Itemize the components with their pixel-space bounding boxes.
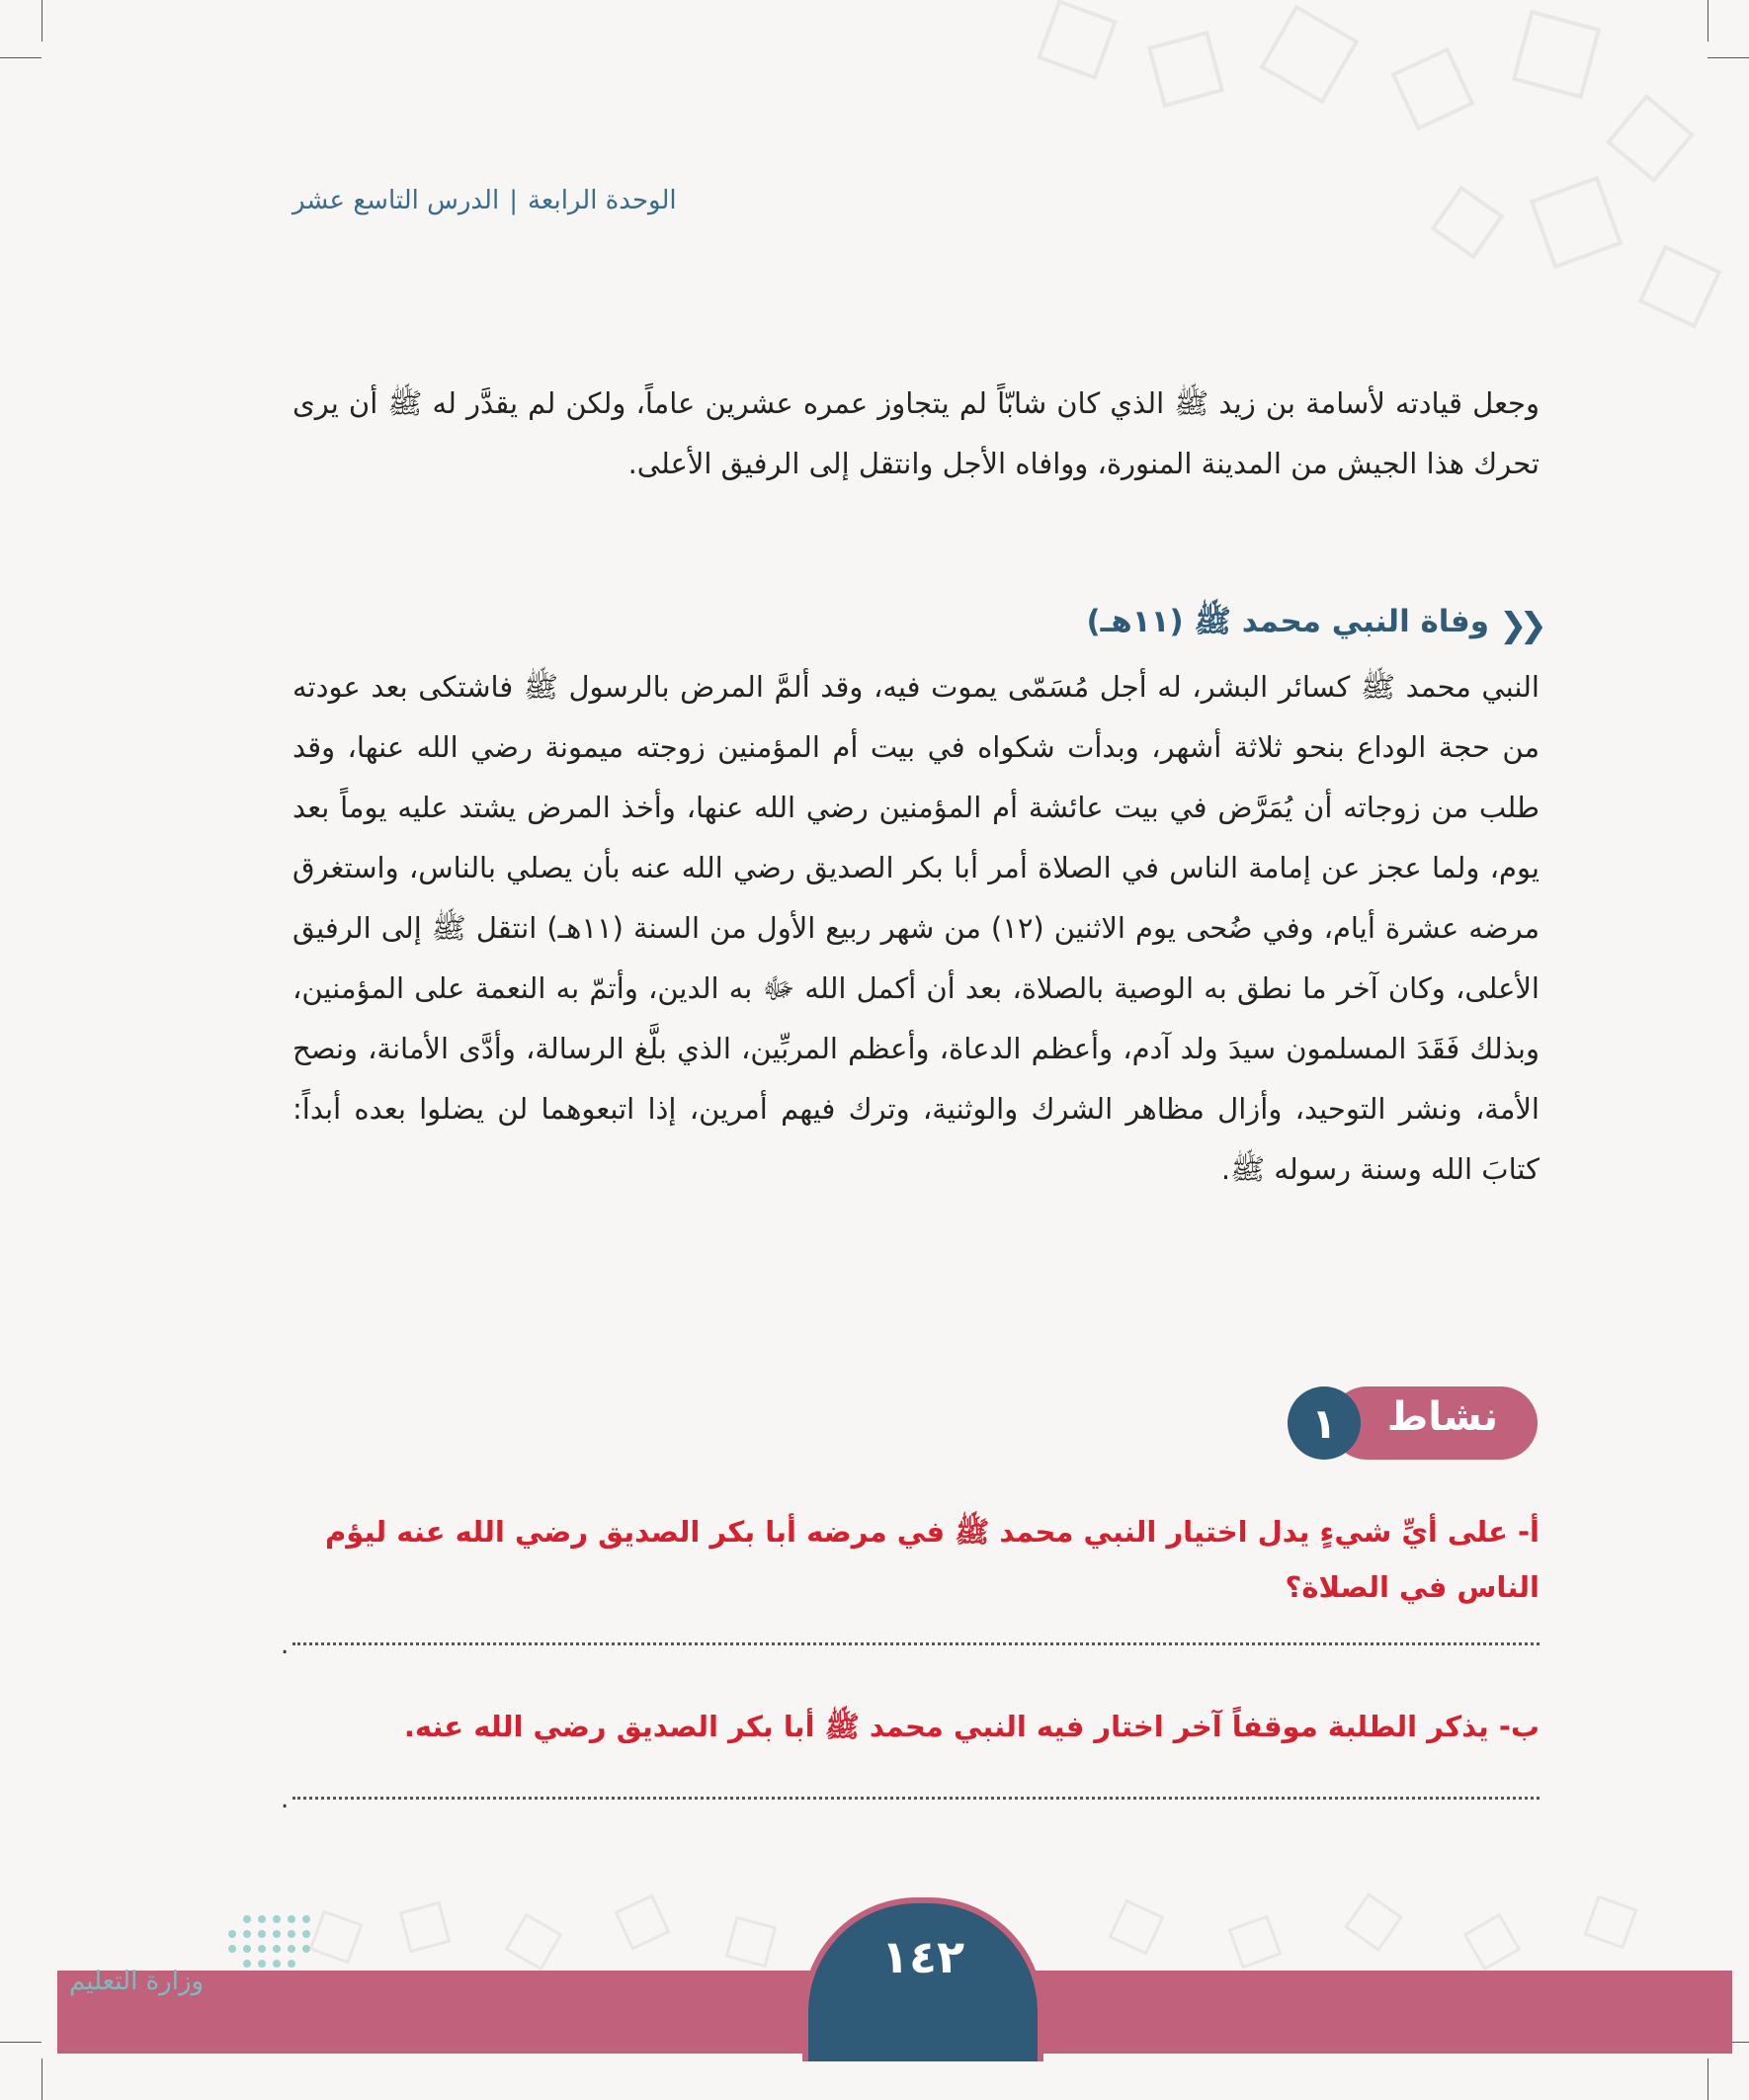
crop-mark: [0, 2042, 42, 2043]
answer-suffix-a: .: [281, 1631, 290, 1660]
question-b: ب- يذكر الطلبة موقفاً آخر اختار فيه النبي محمد ﷺ أبا بكر الصديق رضي الله عنه.: [403, 1710, 1540, 1743]
activity-label: نشاط: [1386, 1394, 1498, 1440]
section-heading: [1086, 603, 1540, 647]
section-title: وفاة النبي محمد ﷺ (١١هـ): [1086, 604, 1490, 639]
body-paragraph: النبي محمد ﷺ كسائر البشر، له أجل مُسَمّى يموت فيه، وقد ألمَّ المرض بالرسول ﷺ فاشتكى بعد عودته من حجة الوداع بنحو ثلاثة أشهر، وبدأت شكواه في بيت أم المؤمنين زوجته ميمونة رضي الله عنها، وقد طلب من زوجاته أن يُمَرَّض في بيت عائشة أم المؤمنين رضي الله عنها، وأخذ المرض يشتد عليه يوماً بعد يوم، ولما عجز عن إمامة الناس في الصلاة أمر أبا بكر الصديق رضي الله عنه بأن يصلي بالناس، واستغرق مرضه عشرة أيام، وفي ضُحى يوم الاثنين (١٢) من شهر ربيع الأول من السنة (١١هـ) انتقل ﷺ إلى الرفيق الأعلى، وكان آخر ما نطق به الوصية بالصلاة، بعد أن أكمل الله ﷻ به الدين، وأتمّ به النعمة على المؤمنين، وبذلك فَقَدَ المسلمون سيدَ ولد آدم، وأعظم الدعاة، وأعظم المربِّين، الذي بلَّغ الرسالة، وأدَّى الأمانة، ونصح الأمة، ونشر التوحيد، وأزال مظاهر الشرك والوثنية، وترك فيهم أمرين، إذا اتبعوهما لن يضلوا بعده أبداً: كتابَ الله وسنة رسوله ﷺ.: [292, 670, 1540, 1186]
header-lesson: الدرس التاسع عشر: [292, 186, 500, 215]
decorative-pattern: [988, 0, 1749, 376]
activity-badge: [1288, 1386, 1538, 1460]
answer-line-b[interactable]: [292, 1797, 1540, 1800]
activity-number: ١: [1288, 1386, 1361, 1460]
crop-mark: [1707, 2058, 1708, 2100]
page-number: ١٤٢: [880, 1930, 965, 1983]
crop-mark: [0, 57, 42, 58]
intro-paragraph: وجعل قيادته لأسامة بن زيد ﷺ الذي كان شابّاً لم يتجاوز عمره عشرين عاماً، ولكن لم يقدَّر له ﷺ أن يرى تحرك هذا الجيش من المدينة المنورة، ووافاه الأجل وانتقل إلى الرفيق الأعلى.: [292, 386, 1540, 480]
header-unit: الوحدة الرابعة: [527, 186, 677, 215]
question-a: أ- على أيِّ شيءٍ يدل اختيار النبي محمد ﷺ في مرضه أبا بكر الصديق رضي الله عنه ليؤم الناس في الصلاة؟: [325, 1515, 1540, 1604]
answer-line-a[interactable]: [292, 1642, 1540, 1645]
running-header: [292, 186, 677, 215]
header-separator: |: [509, 186, 518, 215]
double-chevron-left-icon: ❮❮: [1499, 605, 1540, 645]
answer-suffix-b: .: [281, 1785, 290, 1814]
ministry-name: وزارة التعليم: [69, 1967, 205, 1996]
